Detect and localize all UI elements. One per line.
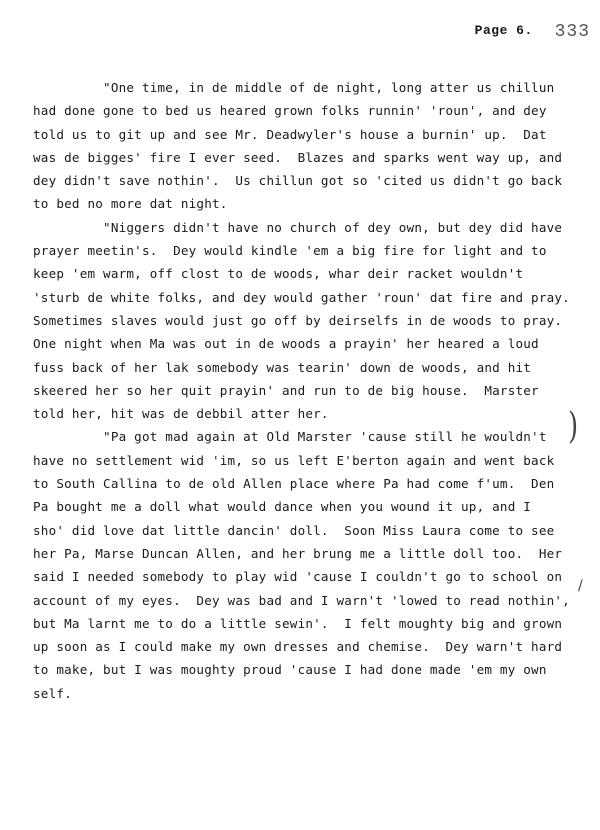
text-line: said I needed somebody to play wid 'cause I couldn't go to school on <box>33 569 563 585</box>
text-line: to South Callina to de old Allen place where Pa had come f'um. Den <box>33 476 555 492</box>
text-line: keep 'em warm, off clost to de woods, whar deir racket wouldn't <box>33 266 524 282</box>
text-line: her Pa, Marse Duncan Allen, and her brung me a little doll too. Her <box>33 545 563 561</box>
text-line: told her, hit was de debbil atter her. <box>33 406 329 422</box>
page-number-label: Page 6. <box>474 23 533 38</box>
text-line: had done gone to bed us heared grown folks runnin' 'roun', and dey <box>33 103 547 119</box>
page-header <box>475 22 590 42</box>
text-line: "Pa got mad again at Old Marster 'cause still he wouldn't <box>33 429 547 445</box>
text-line: up soon as I could make my own dresses and chemise. Dey warn't hard <box>33 639 563 655</box>
text-line: sho' did love dat little dancin' doll. Soon Miss Laura come to see <box>33 522 555 538</box>
body-text <box>33 76 586 705</box>
text-line: but Ma larnt me to do a little sewin'. I felt moughty big and grown <box>33 615 563 631</box>
text-line: to bed no more dat night. <box>33 196 228 212</box>
text-line: dey didn't save nothin'. Us chillun got so 'cited us didn't go back <box>33 173 563 189</box>
text-line: was de bigges' fire I ever seed. Blazes and sparks went way up, and <box>33 149 563 165</box>
text-line: One night when Ma was out in de woods a prayin' her heared a loud <box>33 336 539 352</box>
text-line: Pa bought me a doll what would dance when you wound it up, and I <box>33 499 532 515</box>
text-line: fuss back of her lak somebody was tearin' down de woods, and hit <box>33 359 532 375</box>
text-line: "Niggers didn't have no church of dey own, but dey did have <box>33 219 563 235</box>
margin-paren-mark: ) <box>568 406 579 448</box>
text-line: have no settlement wid 'im, so us left E'berton again and went back <box>33 452 555 468</box>
text-line: to make, but I was moughty proud 'cause I had done made 'em my own <box>33 662 547 678</box>
page-stamp-number: 333 <box>554 22 590 42</box>
text-line: prayer meetin's. Dey would kindle 'em a big fire for light and to <box>33 243 547 259</box>
text-line: told us to git up and see Mr. Deadwyler's house a burnin' up. Dat <box>33 126 547 142</box>
text-line: 'sturb de white folks, and dey would gather 'roun' dat fire and pray. <box>33 289 570 305</box>
margin-slash-mark: / <box>578 578 583 594</box>
text-line: self. <box>33 685 72 701</box>
text-line: account of my eyes. Dey was bad and I warn't 'lowed to read nothin', <box>33 592 570 608</box>
text-line: skeered her so her quit prayin' and run to de big house. Marster <box>33 382 539 398</box>
text-line: Sometimes slaves would just go off by deirselfs in de woods to pray. <box>33 312 563 328</box>
text-line: "One time, in de middle of de night, long atter us chillun <box>33 80 555 95</box>
